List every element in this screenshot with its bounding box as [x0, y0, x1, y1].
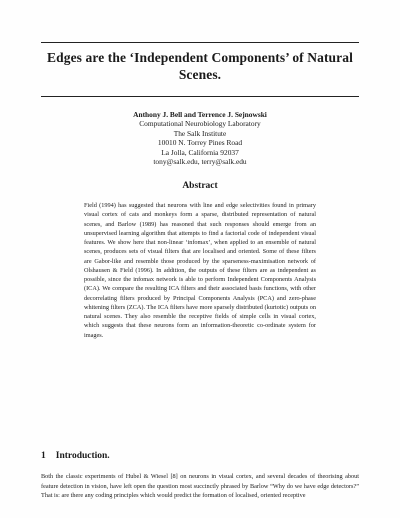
title-top-rule [41, 42, 359, 43]
affiliation-line: Computational Neurobiology Laboratory [139, 119, 261, 129]
section-body-text: Both the classic experiments of Hubel & Wiesel [8] on neurons in visual cortex, and several decades of theorising about feature detection in vision, have left open the question most succinctly phrased by Barlow “Why do we have edge detectors?” That is: are there any coding principles which would predict the formation of localised, oriented receptive [41, 473, 359, 500]
author-emails: tony@salk.edu, terry@salk.edu [153, 157, 247, 167]
section-title: Introduction. [55, 451, 110, 461]
abstract-text: Field (1994) has suggested that neurons with line and edge selectivities found in primary visual cortex of cats and monkeys form a sparse, distributed representation of natural scenes, and Barlow (1989) has reasoned that such responses should emerge from an unsupervised learning algorithm that attempts to find a factorial code of independent visual features. We show here that non-linear ‘infomax’, when applied to an ensemble of natural scenes, produces sets of visual filters that are localised and oriented. Some of these filters are Gabor-like and resemble those produced by the sparseness-maximisation network of Olshausen & Field (1996). In addition, the outputs of these filters are as independent as possible, since the infomax network is able to perform Independent Components Analysis (ICA). We compare the resulting ICA filters and their associated basis functions, with other decorrelating filters produced by Principal Components Analysis (PCA) and zero-phase whitening filters (ZCA). The ICA filters have more sparsely distributed (kurtotic) outputs on natural scenes. They also resemble the receptive fields of simple cells in visual cortex, which suggests that these neurons form an information-theoretic co-ordinate system for images. [84, 202, 316, 339]
paper-title: Edges are the ‘Independent Components’ of Natural Scenes. [47, 50, 353, 82]
section-number: 1 [41, 451, 46, 461]
affiliation-line: 10010 N. Torrey Pines Road [157, 138, 243, 148]
section-heading [41, 451, 110, 461]
abstract-heading: Abstract [182, 181, 218, 191]
author-names: Anthony J. Bell and Terrence J. Sejnowski [133, 110, 267, 119]
affiliation-line: The Salk Institute [173, 128, 227, 138]
title-bottom-rule [41, 96, 359, 97]
affiliation-line: La Jolla, California 92037 [161, 147, 239, 157]
author-block [60, 110, 340, 166]
